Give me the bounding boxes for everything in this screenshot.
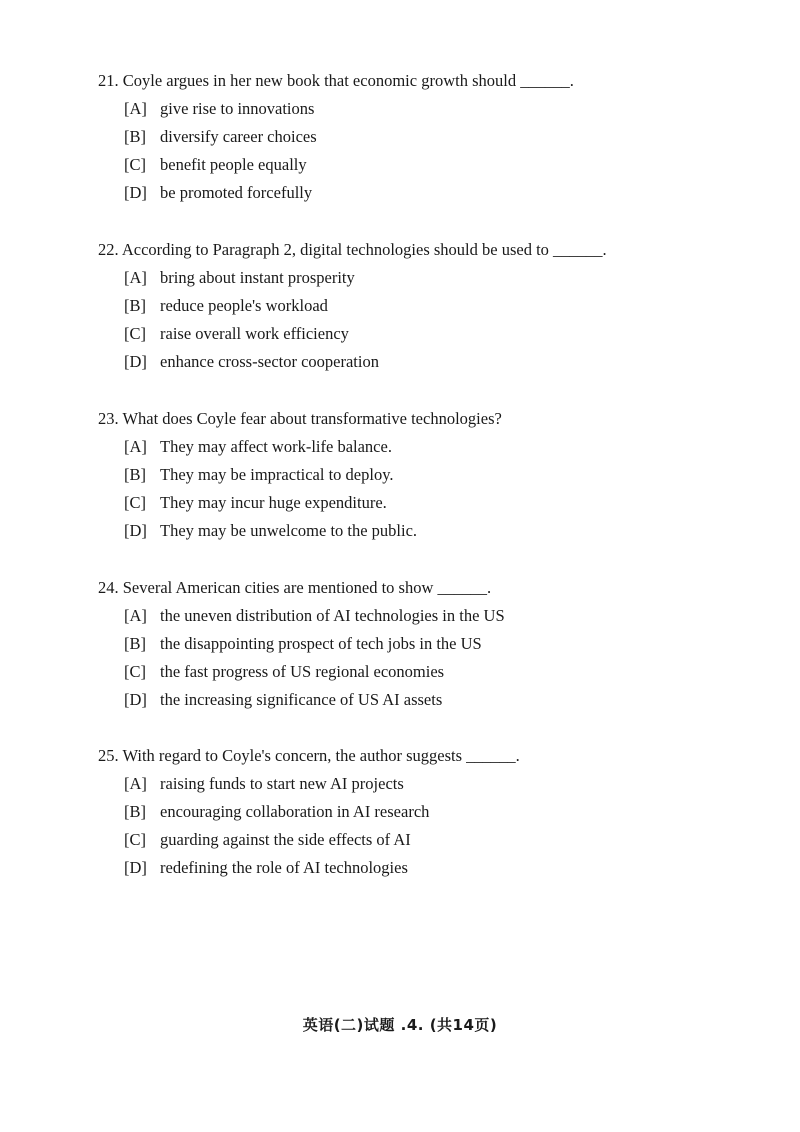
- option-text: the fast progress of US regional economies: [160, 662, 445, 681]
- option-list: [98, 773, 718, 879]
- option-letter: [D]: [124, 858, 147, 877]
- option-text: They may affect work-life balance.: [160, 437, 392, 456]
- option-list: [98, 267, 718, 373]
- option-d: [124, 520, 718, 542]
- option-text: benefit people equally: [160, 155, 307, 174]
- option-letter: [A]: [124, 437, 147, 456]
- option-text: They may be unwelcome to the public.: [160, 521, 418, 540]
- page-footer: 英语(二)试题 .4. (共14页): [302, 1016, 498, 1034]
- option-letter: [B]: [124, 465, 146, 484]
- option-letter: [C]: [124, 493, 146, 512]
- option-text: be promoted forcefully: [160, 183, 313, 202]
- option-letter: [C]: [124, 324, 146, 343]
- question-22: [98, 239, 718, 379]
- option-text: encouraging collaboration in AI research: [160, 802, 430, 821]
- option-list: [98, 605, 718, 711]
- question-24: [98, 577, 718, 717]
- question-stem: 21. Coyle argues in her new book that economic growth should ______.: [98, 71, 574, 90]
- option-a: [124, 436, 718, 458]
- option-b: [124, 633, 718, 655]
- option-c: [124, 323, 718, 345]
- option-text: guarding against the side effects of AI: [160, 830, 411, 849]
- option-b: [124, 464, 718, 486]
- option-letter: [A]: [124, 268, 147, 287]
- option-letter: [B]: [124, 634, 146, 653]
- question-23: [98, 408, 718, 548]
- question-21: [98, 70, 718, 210]
- option-letter: [B]: [124, 802, 146, 821]
- option-text: diversify career choices: [160, 127, 317, 146]
- option-text: bring about instant prosperity: [160, 268, 355, 287]
- option-letter: [B]: [124, 296, 146, 315]
- question-stem: 25. With regard to Coyle's concern, the author suggests ______.: [98, 746, 520, 765]
- option-letter: [C]: [124, 155, 146, 174]
- option-letter: [A]: [124, 774, 147, 793]
- option-d: [124, 689, 718, 711]
- option-text: reduce people's workload: [160, 296, 328, 315]
- option-text: raising funds to start new AI projects: [160, 774, 404, 793]
- option-text: They may incur huge expenditure.: [160, 493, 387, 512]
- option-a: [124, 98, 718, 120]
- option-c: [124, 829, 718, 851]
- option-b: [124, 801, 718, 823]
- option-letter: [D]: [124, 183, 147, 202]
- question-stem: 23. What does Coyle fear about transformative technologies?: [98, 409, 502, 428]
- option-d: [124, 182, 718, 204]
- option-text: They may be impractical to deploy.: [160, 465, 394, 484]
- option-c: [124, 661, 718, 683]
- option-text: enhance cross-sector cooperation: [160, 352, 379, 371]
- option-letter: [A]: [124, 99, 147, 118]
- option-text: the disappointing prospect of tech jobs in the US: [160, 634, 482, 653]
- option-b: [124, 295, 718, 317]
- option-text: give rise to innovations: [160, 99, 315, 118]
- option-text: the increasing significance of US AI assets: [160, 690, 443, 709]
- option-c: [124, 492, 718, 514]
- question-stem: 22. According to Paragraph 2, digital technologies should be used to ______.: [98, 240, 607, 259]
- option-text: the uneven distribution of AI technologies in the US: [160, 606, 505, 625]
- option-letter: [C]: [124, 662, 146, 681]
- option-text: redefining the role of AI technologies: [160, 858, 408, 877]
- option-letter: [D]: [124, 690, 147, 709]
- option-text: raise overall work efficiency: [160, 324, 349, 343]
- option-a: [124, 605, 718, 627]
- option-d: [124, 857, 718, 879]
- option-d: [124, 351, 718, 373]
- option-letter: [D]: [124, 352, 147, 371]
- option-list: [98, 436, 718, 542]
- option-c: [124, 154, 718, 176]
- option-a: [124, 267, 718, 289]
- option-a: [124, 773, 718, 795]
- option-letter: [B]: [124, 127, 146, 146]
- option-letter: [D]: [124, 521, 147, 540]
- option-list: [98, 98, 718, 204]
- option-letter: [C]: [124, 830, 146, 849]
- question-stem: 24. Several American cities are mentioned to show ______.: [98, 578, 492, 597]
- option-b: [124, 126, 718, 148]
- question-25: [98, 745, 718, 885]
- option-letter: [A]: [124, 606, 147, 625]
